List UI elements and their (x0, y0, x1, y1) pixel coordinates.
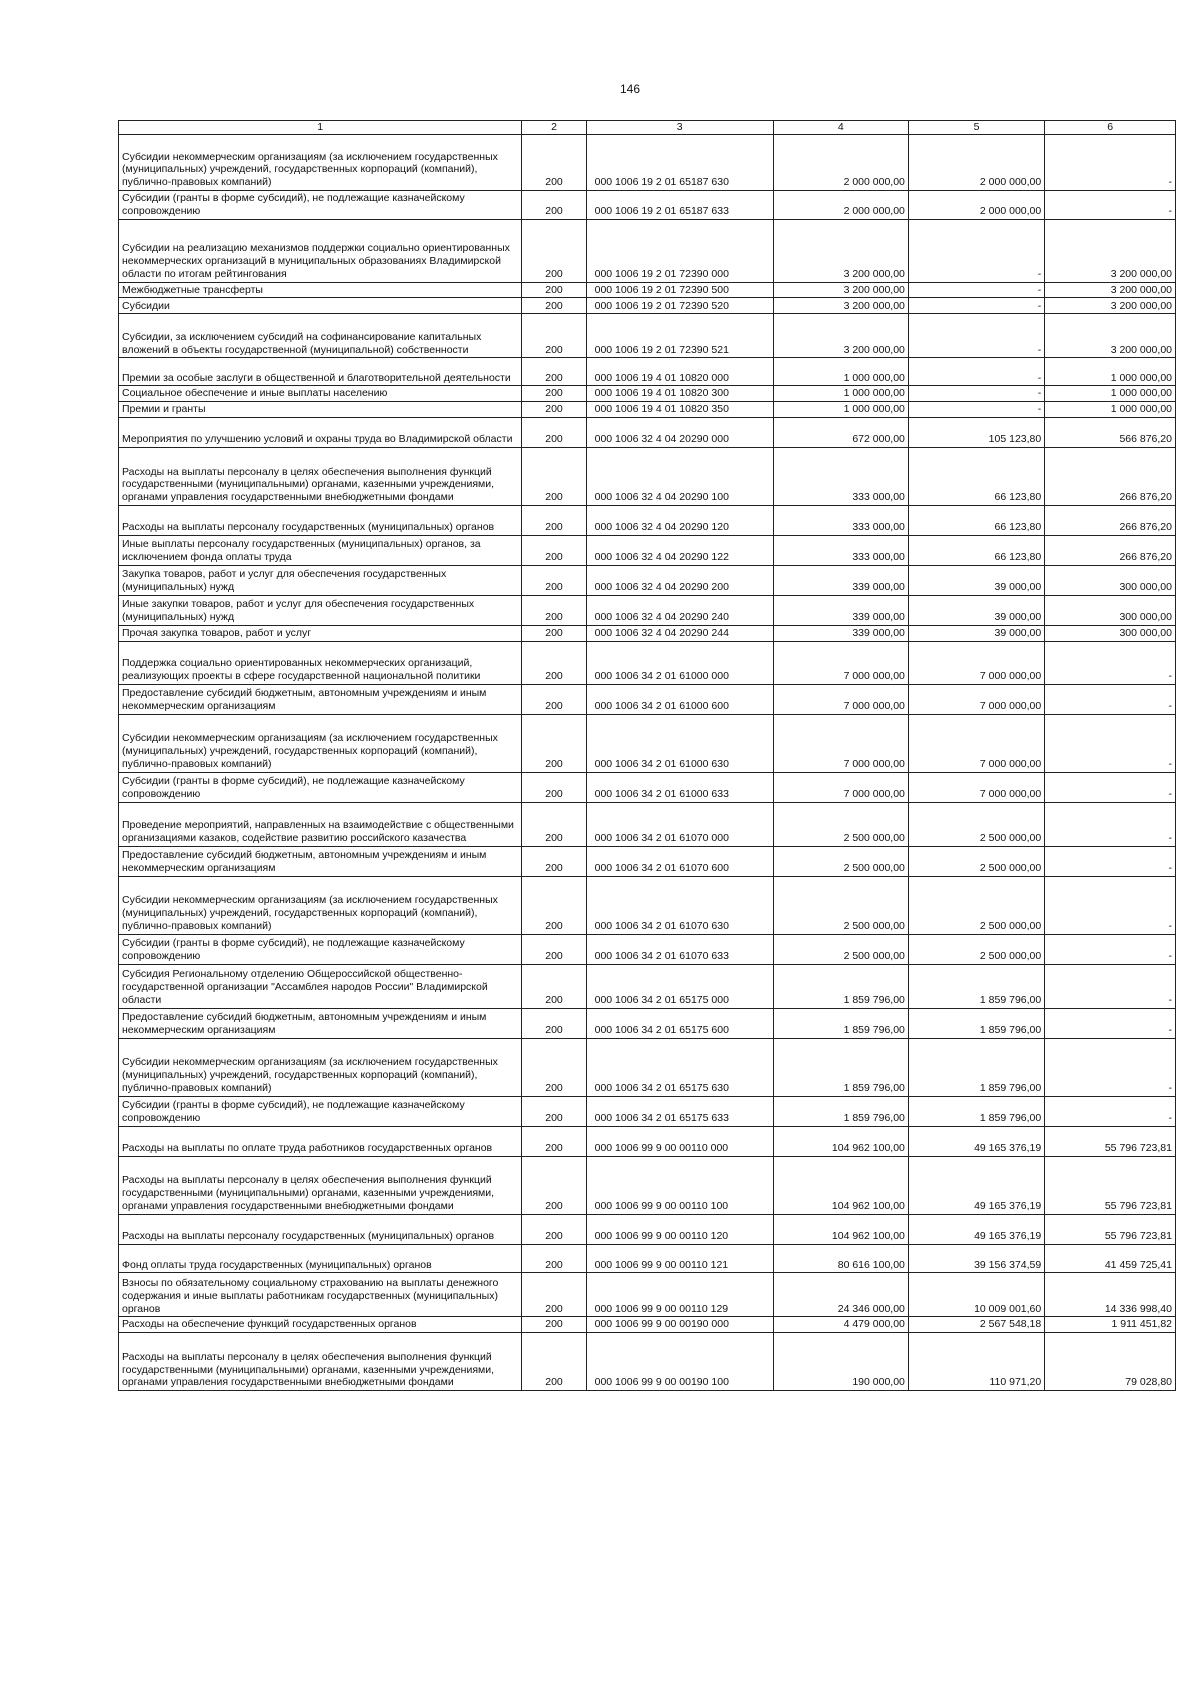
table-row (119, 1008, 1176, 1038)
row-code: 200 (522, 1244, 586, 1273)
table-row (119, 135, 1176, 191)
row-remainder: 55 796 723,81 (1045, 1126, 1176, 1156)
row-classification: 000 1006 34 2 01 65175 630 (586, 1038, 773, 1096)
row-remainder: 3 200 000,00 (1045, 314, 1176, 358)
row-classification: 000 1006 34 2 01 65175 000 (586, 964, 773, 1008)
row-name (119, 402, 522, 418)
row-executed: 2 500 000,00 (908, 846, 1044, 876)
row-name (119, 1008, 522, 1038)
row-name-text: Расходы на выплаты персоналу государственных (муниципальных) органов (122, 1229, 495, 1242)
row-remainder: - (1045, 934, 1176, 964)
row-executed: - (908, 298, 1044, 314)
row-executed: 66 123,80 (908, 535, 1044, 565)
row-classification: 000 1006 99 9 00 00190 000 (586, 1317, 773, 1333)
row-classification: 000 1006 34 2 01 61070 600 (586, 846, 773, 876)
row-remainder: - (1045, 684, 1176, 714)
row-code: 200 (522, 535, 586, 565)
row-code: 200 (522, 684, 586, 714)
row-planned: 1 000 000,00 (773, 358, 908, 386)
table-row (119, 505, 1176, 535)
header-col-2: 2 (522, 121, 586, 135)
table-row (119, 846, 1176, 876)
row-remainder: - (1045, 191, 1176, 220)
table-row (119, 1333, 1176, 1391)
row-name (119, 802, 522, 846)
row-name (119, 1096, 522, 1126)
row-executed: 105 123,80 (908, 417, 1044, 447)
row-planned: 1 859 796,00 (773, 964, 908, 1008)
row-code: 200 (522, 358, 586, 386)
row-classification: 000 1006 32 4 04 20290 240 (586, 595, 773, 625)
row-name (119, 625, 522, 641)
table-row (119, 1126, 1176, 1156)
table-row (119, 1273, 1176, 1317)
row-planned: 1 000 000,00 (773, 402, 908, 418)
row-classification: 000 1006 99 9 00 00110 121 (586, 1244, 773, 1273)
row-executed: 7 000 000,00 (908, 772, 1044, 802)
row-executed: - (908, 282, 1044, 298)
row-remainder: - (1045, 135, 1176, 191)
row-planned: 2 000 000,00 (773, 135, 908, 191)
row-executed: 39 000,00 (908, 595, 1044, 625)
table-row (119, 625, 1176, 641)
row-code: 200 (522, 565, 586, 595)
table-row (119, 772, 1176, 802)
row-planned: 1 000 000,00 (773, 386, 908, 402)
row-name (119, 876, 522, 934)
row-name-text: Субсидии, за исключением субсидий на софинансирование капитальных вложений в объекты государственной (муниципальной) собственности (122, 330, 482, 356)
row-remainder: 266 876,20 (1045, 505, 1176, 535)
row-executed: 2 567 548,18 (908, 1317, 1044, 1333)
row-name (119, 191, 522, 220)
row-name-text: Прочая закупка товаров, работ и услуг (122, 626, 312, 639)
header-col-4: 4 (773, 121, 908, 135)
row-code: 200 (522, 1038, 586, 1096)
row-remainder: 3 200 000,00 (1045, 282, 1176, 298)
row-name (119, 417, 522, 447)
row-name-text: Субсидии (122, 299, 170, 312)
row-planned: 104 962 100,00 (773, 1126, 908, 1156)
table-row (119, 191, 1176, 220)
row-name-text: Взносы по обязательному социальному страхованию на выплаты денежного содержания и иные выплаты работникам государственных (муниципальных) органов (122, 1276, 499, 1315)
row-remainder: - (1045, 964, 1176, 1008)
row-name-text: Субсидии некоммерческим организациям (за исключением государственных (муниципальных) учреждений, государственных корпораций (компаний), публично-правовых компаний) (122, 1056, 498, 1094)
header-col-1: 1 (119, 121, 522, 135)
row-executed: 7 000 000,00 (908, 714, 1044, 772)
row-executed: - (908, 314, 1044, 358)
row-code: 200 (522, 191, 586, 220)
row-executed: 66 123,80 (908, 505, 1044, 535)
row-remainder: 3 200 000,00 (1045, 298, 1176, 314)
row-name (119, 1333, 522, 1391)
table-row (119, 1038, 1176, 1096)
row-planned: 3 200 000,00 (773, 219, 908, 282)
header-col-3: 3 (586, 121, 773, 135)
row-code: 200 (522, 846, 586, 876)
row-name-text: Поддержка социально ориентированных некоммерческих организаций, реализующих проекты в сфере государственной национальной политики (122, 657, 481, 682)
row-code: 200 (522, 282, 586, 298)
row-planned: 3 200 000,00 (773, 314, 908, 358)
row-remainder: 1 000 000,00 (1045, 358, 1176, 386)
table-row (119, 447, 1176, 505)
row-name-text: Социальное обеспечение и иные выплаты населению (122, 387, 388, 400)
row-executed: 49 165 376,19 (908, 1156, 1044, 1214)
table-row (119, 1214, 1176, 1244)
row-executed: 39 000,00 (908, 565, 1044, 595)
row-name (119, 1273, 522, 1317)
row-executed: 49 165 376,19 (908, 1214, 1044, 1244)
table-row (119, 1317, 1176, 1333)
table-row (119, 964, 1176, 1008)
row-executed: 1 859 796,00 (908, 1038, 1044, 1096)
row-remainder: 266 876,20 (1045, 535, 1176, 565)
row-classification: 000 1006 32 4 04 20290 200 (586, 565, 773, 595)
row-name-text: Субсидии некоммерческим организациям (за исключением государственных (муниципальных) учреждений, государственных корпораций (компаний), публично-правовых компаний) (122, 894, 498, 932)
row-executed: - (908, 219, 1044, 282)
row-name (119, 358, 522, 386)
row-name-text: Межбюджетные трансферты (122, 283, 263, 296)
table-row (119, 535, 1176, 565)
row-remainder: 41 459 725,41 (1045, 1244, 1176, 1273)
row-code: 200 (522, 1008, 586, 1038)
row-classification: 000 1006 34 2 01 61070 000 (586, 802, 773, 846)
row-planned: 190 000,00 (773, 1333, 908, 1391)
row-name-text: Субсидии некоммерческим организациям (за исключением государственных (муниципальных) учреждений, государственных корпораций (компаний), публично-правовых компаний) (122, 150, 498, 189)
row-name-text: Субсидии некоммерческим организациям (за исключением государственных (муниципальных) учреждений, государственных корпораций (компаний), публично-правовых компаний) (122, 732, 498, 770)
row-classification: 000 1006 34 2 01 61000 600 (586, 684, 773, 714)
row-planned: 2 000 000,00 (773, 191, 908, 220)
row-classification: 000 1006 19 2 01 72390 000 (586, 219, 773, 282)
row-code: 200 (522, 934, 586, 964)
row-remainder: 1 911 451,82 (1045, 1317, 1176, 1333)
row-name (119, 135, 522, 191)
row-name (119, 219, 522, 282)
row-planned: 3 200 000,00 (773, 282, 908, 298)
row-name-text: Субсидии на реализацию механизмов поддержки социально ориентированных некоммерческих организаций в муниципальных образованиях Владимирской области по итогам рейтингования (122, 242, 510, 280)
row-remainder: 55 796 723,81 (1045, 1214, 1176, 1244)
row-planned: 24 346 000,00 (773, 1273, 908, 1317)
row-name-text: Субсидии (гранты в форме субсидий), не подлежащие казначейскому сопровождению (122, 775, 465, 800)
table-row (119, 934, 1176, 964)
row-name (119, 314, 522, 358)
row-name (119, 684, 522, 714)
row-remainder: 266 876,20 (1045, 447, 1176, 505)
row-classification: 000 1006 99 9 00 00110 120 (586, 1214, 773, 1244)
row-name (119, 1317, 522, 1333)
row-classification: 000 1006 34 2 01 65175 633 (586, 1096, 773, 1126)
row-name-text: Фонд оплаты труда государственных (муниципальных) органов (122, 1258, 432, 1271)
table-row (119, 714, 1176, 772)
row-classification: 000 1006 19 4 01 10820 300 (586, 386, 773, 402)
row-classification: 000 1006 34 2 01 61000 000 (586, 641, 773, 684)
row-code: 200 (522, 641, 586, 684)
row-remainder: - (1045, 1038, 1176, 1096)
row-code: 200 (522, 772, 586, 802)
row-classification: 000 1006 19 2 01 72390 500 (586, 282, 773, 298)
table-row (119, 219, 1176, 282)
row-name (119, 1126, 522, 1156)
row-name-text: Расходы на выплаты по оплате труда работников государственных органов (122, 1141, 493, 1154)
row-executed: 110 971,20 (908, 1333, 1044, 1391)
row-planned: 80 616 100,00 (773, 1244, 908, 1273)
row-remainder: 1 000 000,00 (1045, 386, 1176, 402)
row-name-text: Предоставление субсидий бюджетным, автономным учреждениям и иным некоммерческим организациям (122, 687, 487, 712)
row-planned: 333 000,00 (773, 447, 908, 505)
row-name-text: Расходы на выплаты персоналу в целях обеспечения выполнения функций государственными (муниципальными) органами, казенными учреждениями, органами управления государственными внебюджетными фондами (122, 1174, 495, 1212)
row-executed: 7 000 000,00 (908, 684, 1044, 714)
row-planned: 7 000 000,00 (773, 684, 908, 714)
row-remainder: 566 876,20 (1045, 417, 1176, 447)
row-classification: 000 1006 19 4 01 10820 350 (586, 402, 773, 418)
row-planned: 7 000 000,00 (773, 641, 908, 684)
row-planned: 1 859 796,00 (773, 1008, 908, 1038)
page-number: 146 (619, 82, 641, 96)
row-name-text: Субсидии (гранты в форме субсидий), не подлежащие казначейскому сопровождению (122, 937, 465, 962)
row-classification: 000 1006 19 2 01 72390 520 (586, 298, 773, 314)
row-name (119, 386, 522, 402)
row-code: 200 (522, 1214, 586, 1244)
row-classification: 000 1006 19 2 01 72390 521 (586, 314, 773, 358)
row-name-text: Премии и гранты (122, 403, 206, 416)
row-remainder: 79 028,80 (1045, 1333, 1176, 1391)
row-executed: 39 000,00 (908, 625, 1044, 641)
row-code: 200 (522, 298, 586, 314)
row-remainder: - (1045, 714, 1176, 772)
row-name (119, 298, 522, 314)
table-row (119, 298, 1176, 314)
row-remainder: - (1045, 802, 1176, 846)
row-planned: 339 000,00 (773, 625, 908, 641)
row-name-text: Субсидии (гранты в форме субсидий), не подлежащие казначейскому сопровождению (122, 192, 465, 217)
row-planned: 339 000,00 (773, 565, 908, 595)
row-classification: 000 1006 99 9 00 00110 100 (586, 1156, 773, 1214)
table-row (119, 684, 1176, 714)
row-remainder: - (1045, 772, 1176, 802)
row-classification: 000 1006 99 9 00 00110 129 (586, 1273, 773, 1317)
row-code: 200 (522, 219, 586, 282)
row-name-text: Премии за особые заслуги в общественной и благотворительной деятельности (122, 371, 511, 384)
row-planned: 3 200 000,00 (773, 298, 908, 314)
row-name-text: Предоставление субсидий бюджетным, автономным учреждениям и иным некоммерческим организациям (122, 849, 487, 874)
table-row (119, 386, 1176, 402)
row-classification: 000 1006 32 4 04 20290 120 (586, 505, 773, 535)
row-name-text: Проведение мероприятий, направленных на взаимодействие с общественными организациями казаков, содействие развитию российского казачества (122, 819, 514, 844)
row-code: 200 (522, 625, 586, 641)
row-classification: 000 1006 19 2 01 65187 630 (586, 135, 773, 191)
row-name-text: Закупка товаров, работ и услуг для обеспечения государственных (муниципальных) нужд (122, 568, 447, 594)
row-code: 200 (522, 964, 586, 1008)
row-classification: 000 1006 34 2 01 61000 630 (586, 714, 773, 772)
row-name (119, 1038, 522, 1096)
row-planned: 2 500 000,00 (773, 876, 908, 934)
table-row (119, 565, 1176, 595)
row-executed: 66 123,80 (908, 447, 1044, 505)
row-name (119, 447, 522, 505)
row-classification: 000 1006 19 4 01 10820 000 (586, 358, 773, 386)
header-row (119, 121, 1176, 135)
row-code: 200 (522, 314, 586, 358)
table-row (119, 1156, 1176, 1214)
row-classification: 000 1006 32 4 04 20290 100 (586, 447, 773, 505)
row-planned: 2 500 000,00 (773, 934, 908, 964)
row-name (119, 282, 522, 298)
row-planned: 672 000,00 (773, 417, 908, 447)
row-name-text: Расходы на выплаты персоналу в целях обеспечения выполнения функций государственными (муниципальными) органами, казенными учреждениями, органами управления государственными внебюджетными фондами (122, 1350, 495, 1389)
row-planned: 333 000,00 (773, 505, 908, 535)
row-classification: 000 1006 19 2 01 65187 633 (586, 191, 773, 220)
row-classification: 000 1006 34 2 01 65175 600 (586, 1008, 773, 1038)
table-row (119, 876, 1176, 934)
row-planned: 2 500 000,00 (773, 846, 908, 876)
row-name (119, 1244, 522, 1273)
row-code: 200 (522, 135, 586, 191)
row-executed: 2 000 000,00 (908, 135, 1044, 191)
row-name-text: Иные закупки товаров, работ и услуг для обеспечения государственных (муниципальных) нужд (122, 598, 475, 624)
row-planned: 7 000 000,00 (773, 714, 908, 772)
row-code: 200 (522, 402, 586, 418)
row-executed: 10 009 001,60 (908, 1273, 1044, 1317)
header-col-5: 5 (908, 121, 1044, 135)
row-code: 200 (522, 1273, 586, 1317)
row-code: 200 (522, 1333, 586, 1391)
row-planned: 333 000,00 (773, 535, 908, 565)
row-name (119, 595, 522, 625)
row-planned: 4 479 000,00 (773, 1317, 908, 1333)
row-classification: 000 1006 34 2 01 61000 633 (586, 772, 773, 802)
row-name (119, 565, 522, 595)
row-remainder: - (1045, 846, 1176, 876)
row-planned: 339 000,00 (773, 595, 908, 625)
row-name-text: Субсидия Региональному отделению Общероссийской общественно-государственной организации "Ассамблея народов России" Владимирской области (122, 968, 488, 1006)
row-planned: 7 000 000,00 (773, 772, 908, 802)
row-remainder: - (1045, 641, 1176, 684)
row-remainder: - (1045, 1008, 1176, 1038)
row-name-text: Иные выплаты персоналу государственных (муниципальных) органов, за исключением фонда оплаты труда (122, 538, 481, 564)
row-name (119, 934, 522, 964)
row-name (119, 714, 522, 772)
row-name (119, 846, 522, 876)
row-planned: 104 962 100,00 (773, 1156, 908, 1214)
table-row (119, 402, 1176, 418)
row-code: 200 (522, 1096, 586, 1126)
table-row (119, 595, 1176, 625)
row-planned: 1 859 796,00 (773, 1096, 908, 1126)
row-executed: 2 500 000,00 (908, 876, 1044, 934)
row-executed: - (908, 386, 1044, 402)
row-code: 200 (522, 1156, 586, 1214)
table-row (119, 358, 1176, 386)
row-executed: 1 859 796,00 (908, 1096, 1044, 1126)
row-remainder: 1 000 000,00 (1045, 402, 1176, 418)
row-name (119, 1214, 522, 1244)
row-classification: 000 1006 32 4 04 20290 122 (586, 535, 773, 565)
row-name-text: Мероприятия по улучшению условий и охраны труда во Владимирской области (122, 433, 513, 446)
budget-table (118, 120, 1176, 1391)
row-name-text: Расходы на обеспечение функций государственных органов (122, 1318, 417, 1331)
row-remainder: - (1045, 876, 1176, 934)
row-code: 200 (522, 447, 586, 505)
row-name (119, 964, 522, 1008)
row-remainder: 300 000,00 (1045, 595, 1176, 625)
row-planned: 1 859 796,00 (773, 1038, 908, 1096)
row-name-text: Предоставление субсидий бюджетным, автономным учреждениям и иным некоммерческим организациям (122, 1011, 487, 1036)
table-row (119, 314, 1176, 358)
row-remainder: 300 000,00 (1045, 625, 1176, 641)
row-executed: - (908, 402, 1044, 418)
row-classification: 000 1006 34 2 01 61070 633 (586, 934, 773, 964)
table-row (119, 1096, 1176, 1126)
row-executed: 49 165 376,19 (908, 1126, 1044, 1156)
row-code: 200 (522, 386, 586, 402)
row-planned: 104 962 100,00 (773, 1214, 908, 1244)
row-executed: 1 859 796,00 (908, 964, 1044, 1008)
row-code: 200 (522, 1126, 586, 1156)
table-row (119, 1244, 1176, 1273)
row-executed: 2 500 000,00 (908, 802, 1044, 846)
row-remainder: 3 200 000,00 (1045, 219, 1176, 282)
row-classification: 000 1006 32 4 04 20290 000 (586, 417, 773, 447)
row-executed: 2 500 000,00 (908, 934, 1044, 964)
row-remainder: 14 336 998,40 (1045, 1273, 1176, 1317)
row-name (119, 772, 522, 802)
row-code: 200 (522, 1317, 586, 1333)
row-name-text: Расходы на выплаты персоналу в целях обеспечения выполнения функций государственными (муниципальными) органами, казенными учреждениями, органами управления государственными внебюджетными фондами (122, 465, 495, 504)
row-code: 200 (522, 595, 586, 625)
header-col-6: 6 (1045, 121, 1176, 135)
row-name (119, 535, 522, 565)
row-remainder: - (1045, 1096, 1176, 1126)
row-classification: 000 1006 32 4 04 20290 244 (586, 625, 773, 641)
row-executed: 7 000 000,00 (908, 641, 1044, 684)
row-executed: - (908, 358, 1044, 386)
row-code: 200 (522, 802, 586, 846)
row-name (119, 1156, 522, 1214)
row-classification: 000 1006 99 9 00 00190 100 (586, 1333, 773, 1391)
row-name-text: Расходы на выплаты персоналу государственных (муниципальных) органов (122, 521, 495, 534)
row-name (119, 641, 522, 684)
table-row (119, 417, 1176, 447)
row-name-text: Субсидии (гранты в форме субсидий), не подлежащие казначейскому сопровождению (122, 1099, 465, 1124)
row-remainder: 300 000,00 (1045, 565, 1176, 595)
row-code: 200 (522, 505, 586, 535)
row-remainder: 55 796 723,81 (1045, 1156, 1176, 1214)
row-name (119, 505, 522, 535)
row-planned: 2 500 000,00 (773, 802, 908, 846)
row-code: 200 (522, 714, 586, 772)
row-executed: 1 859 796,00 (908, 1008, 1044, 1038)
table-row (119, 802, 1176, 846)
row-classification: 000 1006 34 2 01 61070 630 (586, 876, 773, 934)
table-row (119, 282, 1176, 298)
row-code: 200 (522, 417, 586, 447)
table-row (119, 641, 1176, 684)
row-classification: 000 1006 99 9 00 00110 000 (586, 1126, 773, 1156)
row-code: 200 (522, 876, 586, 934)
row-executed: 39 156 374,59 (908, 1244, 1044, 1273)
row-executed: 2 000 000,00 (908, 191, 1044, 220)
